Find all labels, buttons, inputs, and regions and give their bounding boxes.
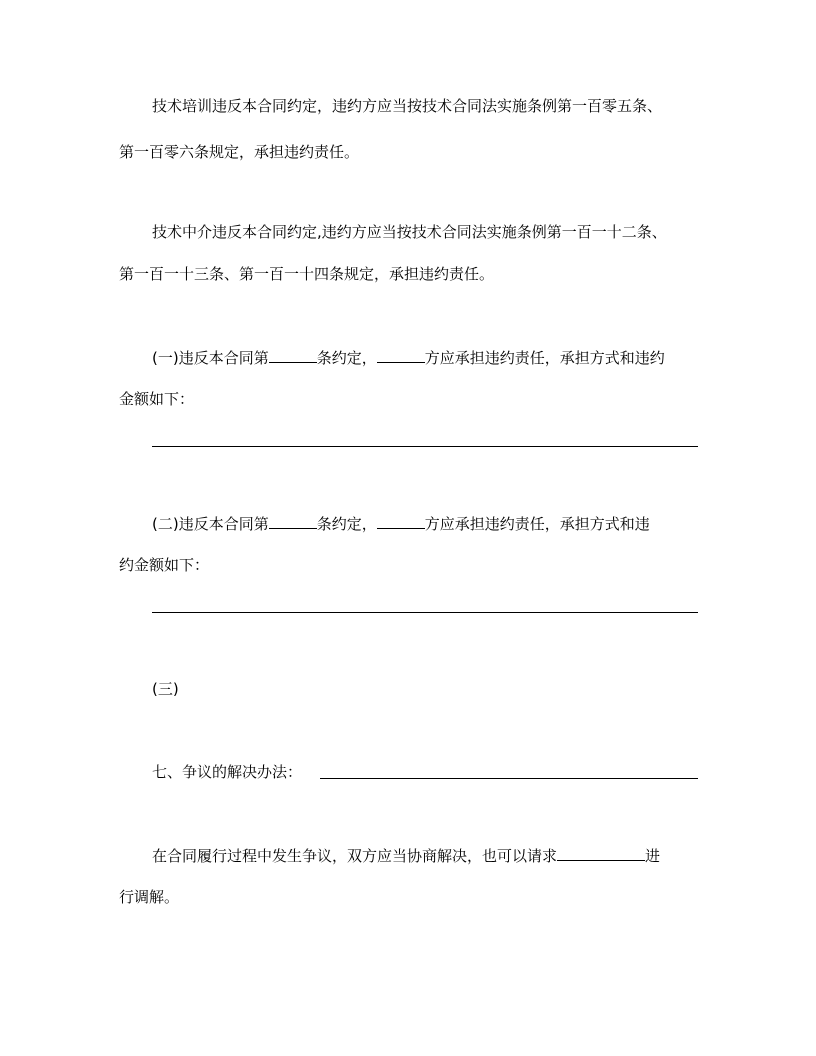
breach-item-2-mid: 条约定，: [316, 515, 377, 533]
party-blank-2[interactable]: [377, 513, 425, 529]
tech-training-line-2: 第一百零六条规定，承担违约责任。: [119, 143, 360, 161]
dispute-paragraph-text: 在合同履行过程中发生争议，双方应当协商解决，也可以请求: [152, 847, 558, 865]
tech-agency-line-2: 第一百一十三条、第一百一十四条规定，承担违约责任。: [119, 265, 495, 283]
breach-item-2-answer-line[interactable]: [152, 612, 698, 613]
breach-item-2-prefix: (二)违反本合同第: [152, 515, 269, 533]
party-blank-1[interactable]: [377, 347, 425, 363]
breach-item-2-suffix: 方应承担违约责任，承担方式和违: [424, 515, 650, 533]
breach-item-1-suffix: 方应承担违约责任，承担方式和违约: [424, 349, 665, 367]
breach-item-2-line-1: [152, 513, 650, 534]
section-7-title: 七、争议的解决办法：: [152, 763, 303, 781]
breach-item-1-prefix: (一)违反本合同第: [152, 349, 269, 367]
breach-item-3-label: (三): [152, 680, 179, 698]
breach-item-1-line-1: [152, 347, 665, 368]
breach-item-1-mid: 条约定，: [316, 349, 377, 367]
article-number-blank-2[interactable]: [269, 513, 317, 529]
dispute-resolution-answer-line[interactable]: [320, 778, 698, 779]
dispute-paragraph-line-1: [152, 845, 660, 866]
dispute-paragraph-line-2: 行调解。: [119, 888, 180, 906]
mediator-blank[interactable]: [557, 845, 645, 861]
tech-agency-line-1: 技术中介违反本合同约定,违约方应当按技术合同法实施条例第一百一十二条、: [152, 223, 667, 241]
breach-item-1-answer-line[interactable]: [152, 446, 698, 447]
dispute-paragraph-suffix: 进: [645, 847, 661, 865]
breach-item-1-line-2: 金额如下：: [119, 390, 195, 408]
tech-training-line-1: 技术培训违反本合同约定，违约方应当按技术合同法实施条例第一百零五条、: [152, 97, 663, 115]
breach-item-2-line-2: 约金额如下：: [119, 556, 210, 574]
article-number-blank-1[interactable]: [269, 347, 317, 363]
